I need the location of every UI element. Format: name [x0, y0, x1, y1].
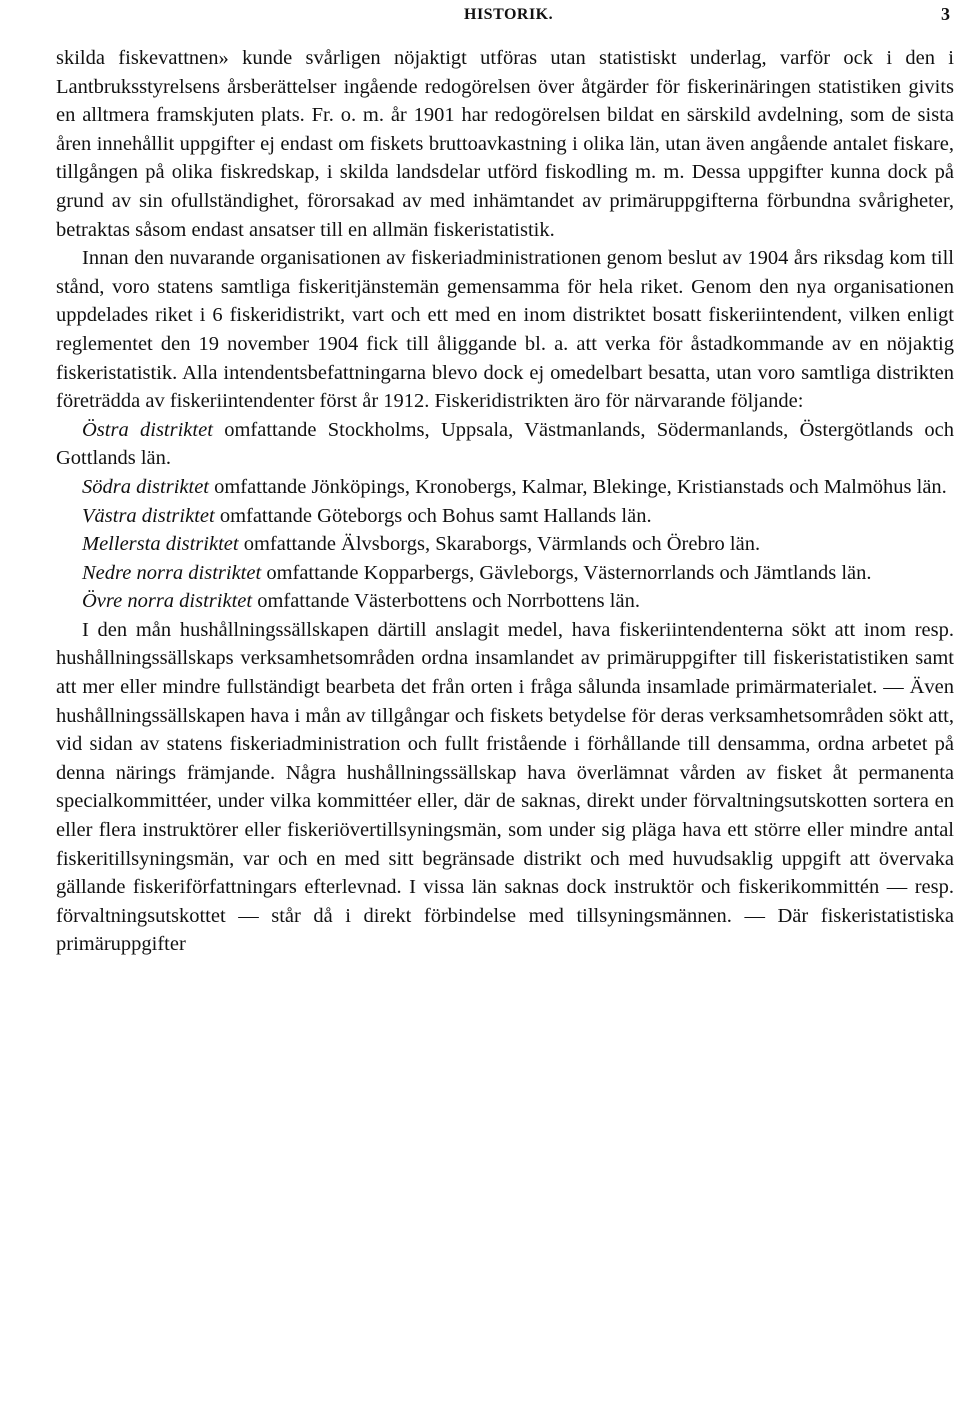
- district-name: Södra distriktet: [82, 475, 209, 498]
- district-name: Östra distriktet: [82, 418, 213, 441]
- district-entry: [56, 559, 954, 588]
- body-text: [56, 44, 954, 959]
- district-description: omfattande Västerbottens och Norrbottens län.: [252, 590, 640, 613]
- page-number: 3: [941, 4, 950, 24]
- text-run: Innan den nuvarande organisationen av fiskeriadministrationen genom beslut av 1904 års riksdag kom till stånd, voro statens samtliga fiskeritjänstemän gemensamma för hela riket. Genom den nya organisationen uppdelades riket i 6 fiskeridistrikt, vart och ett med en inom distriktet bosatt fiskeriintendent, vilken enligt reglementet den 19 november 1904 fick till åliggande bl. a. att verka för åstadkommande av en nöjaktig fiskeristatistik. Alla intendentsbefattningarna blevo dock ej omedelbart besatta, utan voro samtliga distrikten företrädda av fiskeriintendenter först år 1912. Fiskeridistrikten äro för närvarande följande:: [56, 247, 954, 413]
- district-description: omfattande Göteborgs och Bohus samt Hallands län.: [214, 504, 652, 527]
- district-name: Nedre norra distriktet: [82, 561, 262, 584]
- paragraph: [56, 44, 954, 244]
- district-entry: [56, 502, 954, 531]
- district-description: omfattande Stockholms, Uppsala, Västmanlands, Södermanlands, Östergötlands och Gottlands län.: [56, 418, 955, 470]
- district-entry: [56, 473, 954, 502]
- district-entry: [56, 530, 954, 559]
- district-name: Västra distriktet: [82, 504, 215, 527]
- district-name: Mellersta distriktet: [82, 533, 239, 556]
- paragraph: [56, 244, 954, 416]
- running-header: [56, 4, 952, 30]
- running-title: HISTORIK.: [464, 6, 554, 23]
- text-run: I den mån hushållningssällskapen därtill anslagit medel, hava fiskeriintendenterna sökt att inom resp. hushållningssällskaps verksamhetsområden ordna insamlandet av primäruppgifter till fiskeristatistiken samt att mer eller mindre fullständigt bearbeta det från orten i fråga sålunda insamlade primärmaterialet. — Även hushållningssällskapen hava i mån av tillgångar och fiskets betydelse för deras verksamhetsområden sökt att, vid sidan av statens fiskeriadministration och fullt fristående i förhållande till densamma, ordna arbetet på denna närings främjande. Några hushållningssällskap hava överlämnat vården av fisket åt permanenta specialkommittéer, under vilka kommittéer eller, där de saknas, direkt under förvaltningsutskotten sortera en eller flera instruktörer eller fiskeriövertillsyningsmän, som under sig pläga hava ett större eller mindre antal fiskeritillsyningsmän, var och en med sitt begränsade distrikt och med huvudsaklig uppgift att övervaka gällande fiskeriförfattningars efterlevnad. I vissa län saknas dock instruktör och fiskerikommittén — resp. förvaltningsutskottet — står då i direkt förbindelse med tillsyningsmännen. — Där fiskeristatistiska primäruppgifter: [56, 618, 954, 956]
- district-description: omfattande Kopparbergs, Gävleborgs, Västernorrlands och Jämtlands län.: [261, 561, 872, 584]
- district-entry: [56, 587, 954, 616]
- district-entry: [56, 416, 954, 473]
- district-name: Övre norra distriktet: [82, 590, 253, 613]
- district-description: omfattande Älvsborgs, Skaraborgs, Värmlands och Örebro län.: [238, 533, 761, 556]
- district-description: omfattande Jönköpings, Kronobergs, Kalmar, Blekinge, Kristianstads och Malmöhus län.: [208, 475, 947, 498]
- text-run: skilda fiskevattnen» kunde svårligen nöjaktigt utföras utan statistiskt underlag, varför ock i den i Lantbruksstyrelsens årsberättelser ingående redogörelsen över åtgärder för fiskerinäringen statistiken givits en alltmera framskjuten plats. Fr. o. m. år 1901 har redogörelsen bildat en särskild avdelning, som de sista åren innehållit uppgifter ej endast om fiskets bruttoavkastning i olika län, utan även angående antalet fiskare, tillgången på olika fiskredskap, i skilda landsdelar utförd fiskodling m. m. Dessa uppgifter kunna dock på grund av sin ofullständighet, förorsakad av med inhämtandet av primäruppgifterna förbundna svårigheter, betraktas såsom endast ansatser till en allmän fiskeristatistik.: [56, 47, 954, 241]
- paragraph: [56, 616, 954, 959]
